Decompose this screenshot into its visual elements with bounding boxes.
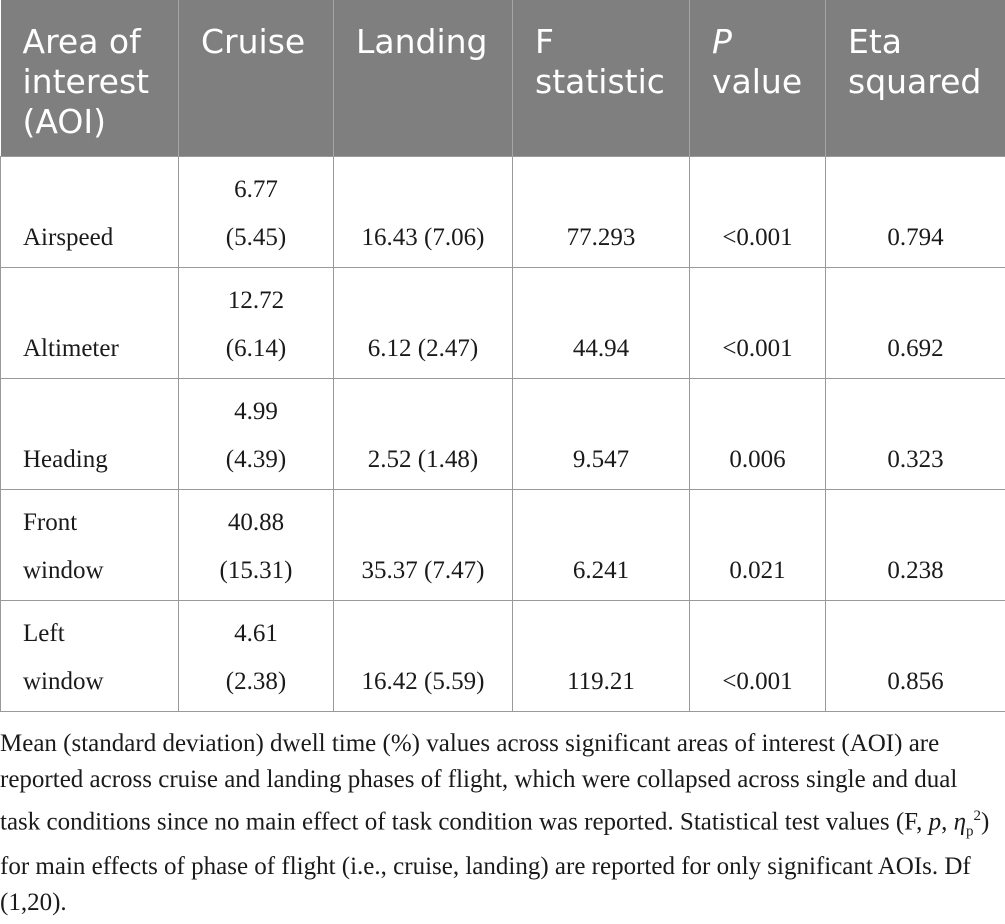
cell-aoi — [1, 379, 179, 490]
cell-cruise — [179, 490, 334, 601]
cell-p — [690, 379, 826, 490]
cell-aoi — [1, 268, 179, 379]
p-value: 0.006 — [729, 446, 786, 473]
f-value: 119.21 — [567, 668, 635, 695]
cell-eta — [826, 490, 1005, 601]
cruise-sd: (15.31) — [219, 557, 293, 584]
table-row — [1, 601, 1005, 712]
table-footnote — [0, 712, 1000, 921]
aoi-line1: Left — [23, 620, 65, 647]
cell-f — [513, 268, 690, 379]
cell-p — [690, 268, 826, 379]
cruise-sd: (2.38) — [225, 668, 287, 695]
cell-landing — [334, 490, 513, 601]
table-row — [1, 379, 1005, 490]
landing-value: 16.43 (7.06) — [361, 224, 485, 251]
cell-cruise — [179, 157, 334, 268]
cell-cruise — [179, 601, 334, 712]
header-cruise: Cruise — [179, 0, 334, 157]
cell-f — [513, 490, 690, 601]
footnote-eta-sub: p — [965, 823, 974, 840]
cell-eta — [826, 268, 1005, 379]
eta-value: 0.238 — [887, 557, 944, 584]
aoi-label: Altimeter — [23, 335, 119, 362]
cell-f — [513, 601, 690, 712]
cruise-mean: 6.77 — [234, 176, 278, 203]
cell-p — [690, 601, 826, 712]
cruise-mean: 4.99 — [234, 398, 278, 425]
cell-aoi — [1, 490, 179, 601]
landing-value: 2.52 (1.48) — [367, 446, 479, 473]
table-row — [1, 157, 1005, 268]
cell-cruise — [179, 379, 334, 490]
cruise-mean: 4.61 — [234, 620, 278, 647]
aoi-line1: Front — [23, 509, 78, 536]
f-value: 44.94 — [572, 335, 630, 362]
p-value: 0.021 — [729, 557, 786, 584]
footnote-eta: η — [953, 808, 966, 836]
cell-landing — [334, 379, 513, 490]
header-p-italic: P — [712, 22, 732, 61]
cell-landing — [334, 268, 513, 379]
aoi-label: Heading — [23, 446, 108, 473]
landing-value: 16.42 (5.59) — [361, 668, 485, 695]
cell-landing — [334, 601, 513, 712]
cell-p — [690, 157, 826, 268]
header-aoi: Area of interest (AOI) — [1, 0, 179, 157]
p-value: <0.001 — [722, 224, 793, 251]
cell-p — [690, 490, 826, 601]
eta-value: 0.692 — [887, 335, 944, 362]
cell-eta — [826, 157, 1005, 268]
f-value: 9.547 — [572, 446, 630, 473]
landing-value: 6.12 (2.47) — [367, 335, 479, 362]
cruise-sd: (4.39) — [225, 446, 287, 473]
cell-f — [513, 379, 690, 490]
table-row — [1, 490, 1005, 601]
footnote-part2: ) for main effects of phase of flight (i.e., cruise, landing) are reported for only significant AOIs. Df (1,20). — [0, 808, 990, 917]
f-value: 6.241 — [572, 557, 630, 584]
footnote-part1: Mean (standard deviation) dwell time (%) values across significant areas of interest (AOI) are reported across cruise and landing phases of flight, which were collapsed across single and dual task conditions since no main effect of task condition was reported. Statistical test values (F, — [0, 730, 958, 836]
p-value: <0.001 — [722, 335, 793, 362]
cruise-mean: 12.72 — [227, 287, 285, 314]
cell-eta — [826, 601, 1005, 712]
footnote-eta-sup: 2 — [973, 808, 981, 824]
eta-value: 0.794 — [887, 224, 944, 251]
cell-f — [513, 157, 690, 268]
cell-aoi — [1, 157, 179, 268]
aoi-line2: window — [23, 668, 104, 695]
eta-value: 0.856 — [887, 668, 944, 695]
p-value: <0.001 — [722, 668, 793, 695]
aoi-line2: window — [23, 557, 104, 584]
cruise-sd: (6.14) — [225, 335, 287, 362]
header-landing: Landing — [334, 0, 513, 157]
cell-landing — [334, 157, 513, 268]
header-f-statistic: F statistic — [513, 0, 690, 157]
eta-value: 0.323 — [887, 446, 944, 473]
header-p-rest: value — [712, 62, 803, 101]
table-header-row — [1, 0, 1005, 157]
cruise-mean: 40.88 — [227, 509, 285, 536]
header-p-value — [690, 0, 826, 157]
landing-value: 35.37 (7.47) — [361, 557, 485, 584]
cruise-sd: (5.45) — [225, 224, 287, 251]
cell-aoi — [1, 601, 179, 712]
footnote-p: p — [928, 808, 942, 836]
f-value: 77.293 — [566, 224, 636, 251]
footnote-comma: , — [941, 808, 954, 836]
header-eta-squared: Eta squared — [826, 0, 1005, 157]
cell-eta — [826, 379, 1005, 490]
table-row — [1, 268, 1005, 379]
cell-cruise — [179, 268, 334, 379]
aoi-label: Airspeed — [23, 224, 114, 251]
